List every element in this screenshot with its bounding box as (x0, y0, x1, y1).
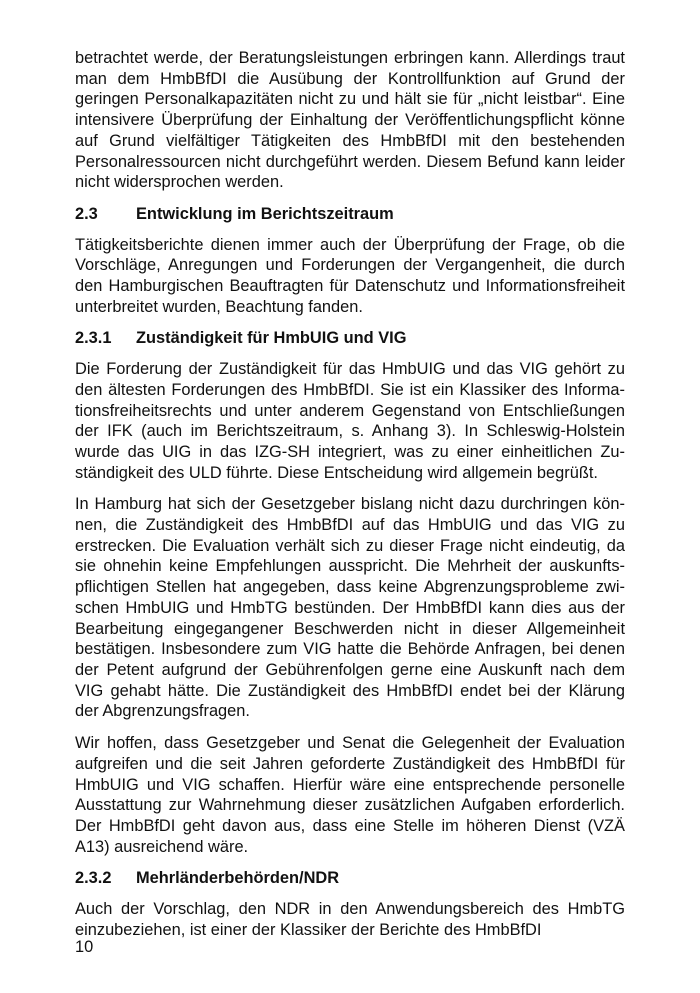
section-number: 2.3.1 (75, 329, 112, 348)
section-title: Mehrländerbehörden/NDR (136, 869, 340, 888)
section-heading-2-3-2 (75, 868, 625, 889)
section-heading-2-3 (75, 204, 625, 225)
section-number: 2.3.2 (75, 869, 112, 888)
paragraph-2-3-1-a: Die Forderung der Zuständigkeit für das HmbUIG und das VIG gehört zu den ältesten Forderungen des HmbBfDI. Sie ist ein Klassiker des Informationsfreiheitsrechts und unter anderem Gegenstand von Entschließungen der IFK (auch im Berichtszeitraum, s. Anhang 3). In Schleswig-Holstein wurde das UIG in das IZG-SH integriert, was zu einer einheitlichen Zuständigkeit des ULD führte. Diese Entscheidung wird allgemein begrüßt. (75, 360, 625, 482)
paragraph-intro: betrachtet werde, der Beratungsleistungen erbringen kann. Allerdings traut man dem HmbBfDI die Ausübung der Kontrollfunktion auf Grund der geringen Personalkapazitäten nicht zu und hält sie für „nicht leistbar“. Eine intensivere Überprüfung der Einhaltung der Veröffentlichungspflicht könne auf Grund vielfältiger Tätigkeiten des HmbBfDI mit den bestehenden Personalressourcen nicht durchgeführt werden. Diesem Befund kann leider nicht widersprochen werden. (75, 49, 625, 192)
paragraph-2-3-2: Auch der Vorschlag, den NDR in den Anwendungsbereich des HmbTG einzubeziehen, ist einer der Klassiker der Berichte des HmbBfDI (75, 900, 625, 939)
page-number: 10 (75, 938, 94, 956)
paragraph-2-3-1-c: Wir hoffen, dass Gesetzgeber und Senat die Gelegenheit der Evaluation aufgreifen und die seit Jahren geforderte Zuständigkeit des HmbBfDI für HmbUIG und VIG schaffen. Hierfür wäre eine entsprechende personelle Ausstattung zur Wahrnehmung dieser zusätzlichen Aufgaben erforderlich. Der HmbBfDI geht davon aus, dass eine Stelle im höheren Dienst (VZÄ A13) ausreichend wäre. (75, 734, 625, 856)
section-title: Entwicklung im Berichtszeitraum (136, 204, 394, 223)
section-number: 2.3 (75, 204, 98, 223)
section-title: Zuständigkeit für HmbUIG und VIG (136, 329, 407, 348)
section-heading-2-3-1 (75, 328, 625, 349)
paragraph-2-3-1-b: In Hamburg hat sich der Gesetzgeber bislang nicht dazu durchringen können, die Zuständigkeit des HmbBfDI auf das HmbUIG und das VIG zu erstrecken. Die Evaluation verhält sich zu dieser Frage nicht eindeutig, da sie ohnehin keine Empfehlungen ausspricht. Die Mehrheit der auskunftspflichtigen Stellen hat angegeben, dass keine Abgrenzungsprobleme zwischen HmbUIG und HmbTG bestünden. Der HmbBfDI kann dies aus der Bearbeitung eingegangener Beschwerden nicht in dieser Allgemeinheit bestätigen. Insbesondere zum VIG hatte die Behörde Anfragen, bei denen der Petent aufgrund der Gebührenfolgen gerne eine Auskunft nach dem VIG gehabt hätte. Die Zuständigkeit des HmbBfDI endet bei der Klärung der Abgrenzungsfragen. (75, 495, 625, 721)
document-page (75, 48, 625, 951)
paragraph-2-3: Tätigkeitsberichte dienen immer auch der Überprüfung der Frage, ob die Vorschläge, Anregungen und Forderungen der Vergangenheit, die durch den Hamburgischen Beauftragten für Datenschutz und Informationsfreiheit unterbreitet wurden, Beachtung fanden. (75, 235, 625, 316)
